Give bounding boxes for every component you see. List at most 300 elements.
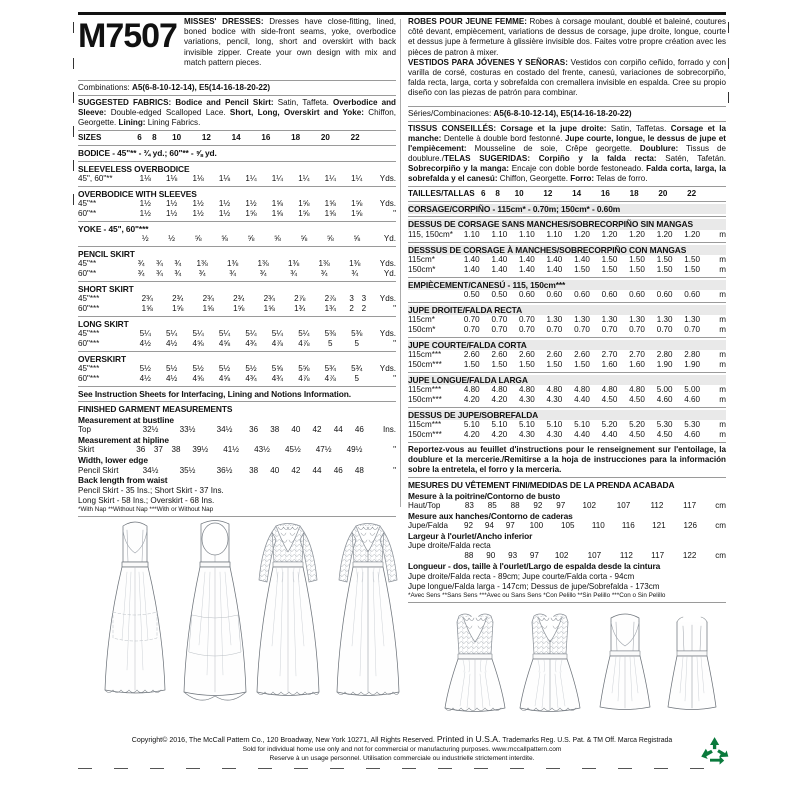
row-value: ¾ — [156, 269, 163, 279]
yardage-row — [78, 329, 396, 339]
fab-es-4b: Telas de forro. — [594, 174, 648, 184]
row-unit: m — [719, 290, 726, 300]
yardage-table — [78, 174, 396, 184]
printed-in-usa: Printed in U.S.A. — [436, 734, 501, 744]
row-value: 5½ — [218, 364, 231, 374]
fabrics-b1b: Satin, Taffeta. — [273, 98, 333, 108]
measurement-group-heading: Mesure à la poitrine/Contorno de busto — [408, 490, 561, 501]
row-value: 4.80 — [601, 385, 618, 395]
row-value: 4.20 — [463, 430, 480, 440]
row-value: 1.50 — [518, 360, 535, 370]
row-value: 5.00 — [684, 385, 701, 395]
sizes-row-metric — [408, 189, 726, 199]
section-heading: DESSUS DE CORSAGE SANS MANCHES/SOBRECORPIÑO SIN MANGAS — [408, 219, 726, 229]
row-value: 1.50 — [684, 255, 701, 265]
spanish-description — [408, 58, 726, 99]
row-value: 97 — [529, 551, 539, 561]
yardage-row — [408, 360, 726, 370]
row-value: 1.30 — [629, 315, 645, 325]
row-label: 115cm*** — [408, 350, 442, 360]
row-value: 2.80 — [656, 350, 673, 360]
row-label: 60"** — [78, 209, 97, 218]
row-value: 47½ — [315, 445, 332, 455]
row-value: 5 — [354, 339, 359, 349]
row-value: 1½ — [218, 209, 231, 218]
row-value: 122 — [682, 551, 697, 561]
row-label: Top — [78, 425, 92, 435]
row-value: 4.80 — [491, 385, 508, 395]
row-value: 1½ — [192, 209, 204, 218]
see-instructions-metric — [408, 445, 726, 475]
row-unit: " — [393, 209, 396, 218]
row-value: 1.50 — [656, 255, 673, 265]
row-value: 102 — [554, 551, 569, 561]
row-value: ⅝ — [247, 234, 255, 244]
yardage-table — [78, 259, 396, 279]
measurement-table — [408, 551, 726, 561]
row-value: 1.30 — [546, 315, 563, 325]
divider — [408, 372, 726, 373]
row-value: 4½ — [166, 374, 178, 384]
row-value: 1.50 — [629, 255, 645, 265]
row-value: 0.70 — [518, 315, 535, 325]
top-rule — [78, 12, 726, 15]
row-value: 1.40 — [518, 264, 535, 274]
yardage-row — [78, 234, 396, 244]
size-cell: 10 — [172, 133, 182, 143]
yardage-row — [408, 385, 726, 395]
row-value: 4.50 — [601, 395, 618, 405]
back-length-2-metric: Jupe longue/Falda larga - 147cm; Dessus de jupe/Sobrefalda - 173cm — [408, 581, 660, 591]
section-heading: LONG SKIRT — [78, 319, 129, 329]
english-description — [184, 17, 396, 68]
section-heading: JUPE COURTE/FALDA CORTA — [408, 340, 726, 350]
fab-es-1: Corpiño y la falda recta: — [538, 154, 657, 163]
row-value: 117 — [651, 551, 665, 561]
french-description-text: Robes à corsage moulant, doublé et baleiné, coutures côté devant, empiècement, variations de dessus de corsage, jupe droite, longue, courte et dessus jupe à fermeture à glissière invisible dos. Faites votre propre création avec les pièces de patron à mixer. — [408, 17, 727, 57]
row-value: 4⅞ — [324, 374, 336, 384]
yardage-row — [408, 290, 726, 300]
back-length-head-en: Back length from waist — [78, 475, 168, 486]
row-value: 5⅝ — [298, 364, 310, 374]
row-value: 42 — [312, 425, 322, 435]
row-value: 0.60 — [656, 290, 673, 300]
size-cell: 12 — [201, 133, 211, 143]
measurement-table — [78, 425, 396, 435]
bodice-yardage-line: BODICE - 45"** - ¾ yd.; 60"** - ⅝ yd. — [78, 148, 217, 159]
row-label: 60"*** — [78, 374, 100, 384]
divider — [78, 386, 396, 387]
row-value: 1⅝ — [298, 199, 310, 209]
row-value: 2.80 — [684, 350, 701, 360]
fabrics-b3b: Chiffon, Georgette. — [78, 108, 396, 128]
row-label: 115, 150cm* — [408, 229, 453, 239]
row-value: 1⅝ — [245, 209, 257, 218]
row-value: ½ — [168, 234, 176, 244]
row-value: 1⅝ — [263, 304, 275, 314]
row-value: 0.70 — [463, 325, 480, 335]
row-value: 0.60 — [546, 290, 563, 300]
row-unit: Yd. — [383, 269, 396, 279]
row-value: 4⅝ — [218, 339, 231, 349]
row-value: 5¼ — [166, 329, 178, 339]
row-value: 112 — [650, 500, 664, 510]
row-value: 1.50 — [629, 264, 645, 274]
row-value: 3 — [349, 294, 354, 304]
row-value: 0.60 — [518, 290, 535, 300]
divider — [78, 161, 396, 162]
row-value: 43½ — [254, 445, 270, 455]
registration-tick — [73, 160, 74, 171]
row-value: 38 — [249, 465, 259, 475]
footer-line-2[interactable]: Sold for individual home use only and not for commercial or manufacturing purposes. www.mccallpattern.com — [242, 746, 562, 754]
row-value: 1⅜ — [349, 259, 361, 269]
row-value: 0.70 — [546, 325, 563, 335]
yardage-row — [78, 174, 396, 184]
row-value: 4⅝ — [218, 374, 231, 384]
row-value: ⅝ — [221, 234, 228, 244]
row-value: 1¼ — [298, 174, 310, 183]
row-label: 45"*** — [78, 294, 100, 304]
yardage-table — [408, 230, 726, 240]
row-value: 5⅜ — [324, 329, 336, 339]
measurement-table — [78, 445, 396, 455]
yardage-row — [78, 199, 396, 209]
divider — [408, 186, 726, 187]
row-value: 1¾ — [324, 304, 336, 314]
row-value: 112 — [619, 551, 633, 561]
registration-tick — [73, 92, 74, 103]
row-label: Skirt — [78, 445, 95, 455]
row-unit: m — [719, 350, 726, 360]
row-value: 5¼ — [192, 329, 204, 339]
row-value: 105 — [560, 521, 575, 531]
metric-yardage-sections — [408, 219, 726, 442]
row-value: 2.60 — [463, 350, 480, 360]
row-label: 45"** — [78, 199, 97, 209]
row-value: 88 — [464, 551, 474, 561]
row-value: 1¼ — [324, 174, 336, 183]
row-label: 150cm* — [408, 264, 436, 274]
row-value: 1.40 — [574, 255, 590, 265]
row-value: 1½ — [166, 209, 178, 218]
measurement-subheading: Jupe droite/Falda recta — [408, 541, 491, 551]
row-unit: Yds. — [379, 329, 396, 339]
row-value: 1⅝ — [324, 199, 336, 209]
section-heading: JUPE DROITE/FALDA RECTA — [408, 305, 726, 315]
yardage-row — [408, 395, 726, 405]
yardage-row — [408, 315, 726, 325]
row-value: 4.60 — [684, 395, 701, 405]
row-unit: m — [719, 325, 726, 335]
row-value: 1⅝ — [324, 209, 336, 218]
footer-line-1 — [78, 735, 726, 745]
yardage-row — [78, 269, 396, 279]
row-value: 1.20 — [629, 229, 645, 239]
row-value: 38 — [171, 445, 181, 455]
yardage-table — [408, 290, 726, 300]
trademarks-text: Trademarks Reg. U.S. Pat. & TM Off. Marca Registrada — [502, 737, 673, 744]
fab-fr-1b: Satin, Taffetas. — [606, 123, 671, 133]
row-value: 88 — [510, 500, 520, 510]
size-cell: 6 — [480, 189, 486, 199]
row-value: 1.10 — [518, 229, 535, 239]
yardage-row — [78, 294, 396, 304]
row-value: ⅝ — [300, 234, 308, 244]
row-value: 2.70 — [601, 350, 618, 360]
row-value: 2.60 — [546, 350, 563, 360]
fabrics-b1: Bodice and Pencil Skirt: — [175, 98, 274, 108]
row-value: 1.40 — [463, 264, 480, 274]
row-value: 4.60 — [656, 395, 673, 405]
row-value: 4⅝ — [192, 339, 204, 349]
divider — [78, 246, 396, 247]
row-value: 1.50 — [546, 360, 563, 370]
row-value: 1.40 — [491, 255, 508, 265]
row-label: 150cm*** — [408, 430, 442, 440]
row-unit: m — [719, 264, 726, 274]
suggested-fabrics-metric — [408, 124, 726, 185]
spanish-title: VESTIDOS PARA JÓVENES Y SEÑORAS: — [408, 57, 568, 67]
row-value: 4½ — [166, 339, 178, 349]
row-value: 2¾ — [202, 294, 214, 304]
row-value: 1.50 — [574, 360, 590, 370]
row-value: 1⅝ — [141, 304, 153, 314]
row-value: 5⅜ — [351, 329, 363, 339]
yardage-row — [408, 430, 726, 440]
row-value: 1⅝ — [172, 304, 184, 314]
sizes-label: SIZES — [78, 133, 102, 143]
row-value: ¾ — [259, 269, 267, 279]
row-value: 1½ — [192, 199, 204, 209]
fabrics-head: SUGGESTED FABRICS: — [78, 98, 172, 108]
fab-fr-4b: Tissus de doublure./ — [408, 143, 727, 163]
divider — [78, 516, 396, 517]
row-value: 2 — [349, 304, 354, 314]
row-value: 5¼ — [271, 329, 284, 339]
yardage-row — [78, 374, 396, 384]
row-value: 49½ — [346, 445, 363, 455]
back-length-2-en: Long Skirt - 58 Ins.; Overskirt - 68 Ins. — [78, 495, 215, 505]
row-value: 110 — [591, 521, 605, 531]
row-value: 92 — [533, 500, 543, 510]
fabrics-head-fr: TISSUS CONSEILLÉS: — [408, 123, 497, 133]
divider — [78, 221, 396, 222]
english-column — [78, 17, 396, 519]
row-value: 1¼ — [271, 174, 284, 183]
size-cell: 8 — [152, 133, 157, 143]
size-cell: 22 — [687, 189, 697, 199]
english-yardage-sections — [78, 164, 396, 387]
row-value: 45½ — [284, 445, 301, 455]
row-value: 2.70 — [629, 350, 645, 360]
row-value: 41½ — [223, 445, 240, 455]
pattern-number: M7507 — [78, 17, 177, 55]
row-value: ¾ — [290, 269, 298, 279]
row-value: 5 — [328, 339, 333, 349]
row-value: ½ — [141, 234, 149, 244]
row-value: 37 — [153, 445, 163, 455]
footer — [78, 735, 726, 763]
size-cell: 6 — [137, 133, 142, 143]
row-value: 42 — [291, 465, 301, 475]
combinations-value-metric: A5(6-8-10-12-14), E5(14-16-18-20-22) — [493, 108, 632, 118]
yardage-row — [408, 255, 726, 265]
section-heading: YOKE - 45", 60"*** — [78, 223, 149, 234]
row-value: 126 — [683, 521, 698, 531]
row-unit: Yd. — [383, 234, 396, 244]
row-value: 1.40 — [546, 255, 563, 265]
see-instructions-metric-text: Reportez-vous au feuillet d'instructions pour le renseignement sur l'entoilage, la doublure et la mercerie./Remitirse a la hoja de instrucciones para la información sobre la entretela, el forro y la merceria. — [408, 444, 726, 475]
size-cell: 20 — [320, 133, 330, 143]
row-value: 2⅞ — [294, 294, 306, 304]
row-value: 1¾ — [294, 304, 306, 314]
row-value: 4.20 — [463, 395, 480, 405]
row-value: ¾ — [174, 259, 182, 269]
row-value: 1.50 — [656, 264, 673, 274]
row-value: 5½ — [192, 364, 204, 374]
row-value: 94 — [484, 521, 494, 531]
row-value: 1⅝ — [271, 199, 284, 209]
row-value: 1.60 — [601, 360, 618, 370]
row-value: 1.30 — [656, 315, 673, 325]
row-unit: " — [393, 374, 396, 384]
divider — [78, 401, 396, 402]
row-value: 83 — [464, 500, 474, 510]
row-value: 4⅞ — [298, 374, 310, 384]
row-label: 115cm* — [408, 315, 435, 325]
fab-es-4: Forro: — [570, 174, 595, 184]
row-unit: Yds. — [379, 364, 396, 374]
row-value: 1⅜ — [318, 259, 330, 269]
row-value: 97 — [556, 500, 566, 510]
divider — [78, 145, 396, 146]
row-value: 107 — [616, 500, 631, 510]
row-unit: Yds. — [379, 259, 396, 269]
spanish-description-text: Vestidos con corpiño ceñido, forrado y con varilla de corsé, costuras en costado del frente, canesú, variaciones de sobrecorpiño, falda recta, larga, corta y sobrefalda con cremallera invisible en espalda. Cree su propio diseño con las piezas de patrón para combinar. — [408, 57, 726, 98]
size-cell: 18 — [291, 133, 301, 143]
row-value: 1.20 — [574, 229, 590, 239]
divider — [408, 201, 726, 202]
row-value: 38 — [270, 425, 280, 435]
row-value: 1⅝ — [351, 199, 363, 209]
row-label: 60"*** — [78, 339, 100, 349]
row-value: 1⅜ — [288, 259, 300, 269]
row-value: 107 — [587, 551, 602, 561]
registration-tick — [728, 92, 729, 103]
row-value: 1.30 — [601, 315, 618, 325]
row-value: 1.50 — [491, 360, 508, 370]
back-length-1-en: Pencil Skirt - 35 Ins.; Short Skirt - 37 Ins. — [78, 485, 224, 495]
size-cell: 14 — [231, 133, 241, 143]
row-value: 5.10 — [463, 420, 480, 430]
yardage-row — [78, 259, 396, 269]
divider — [78, 281, 396, 282]
row-value: 5¾ — [324, 364, 336, 374]
section-heading: DESSUS DE JUPE/SOBREFALDA — [408, 410, 726, 420]
row-value: 4.50 — [656, 430, 673, 440]
registration-tick — [73, 58, 74, 69]
row-value: 1⅝ — [351, 209, 363, 218]
row-value: 5.10 — [574, 420, 590, 430]
row-value: ¾ — [351, 269, 359, 279]
row-value: 92 — [463, 521, 473, 531]
row-value: 5.10 — [518, 420, 535, 430]
yardage-row — [408, 551, 726, 561]
size-cell: 20 — [658, 189, 668, 199]
row-value: 1.50 — [601, 255, 618, 265]
bottom-dashed-rule — [78, 768, 726, 769]
row-value: ¾ — [174, 269, 182, 279]
row-label: 60"*** — [78, 304, 100, 314]
suggested-fabrics — [78, 98, 396, 128]
row-unit: cm — [715, 500, 726, 510]
measurement-group-heading: Mesure aux hanches/Contorno de caderas — [408, 510, 573, 521]
divider — [408, 302, 726, 303]
section-heading: PENCIL SKIRT — [78, 249, 135, 259]
row-value: 46 — [354, 425, 364, 435]
row-value: 2¾ — [141, 294, 153, 304]
combinations-label-metric: Séries/Combinaciones: — [408, 108, 492, 118]
fabrics-b2: Overbodice and Sleeve: — [78, 98, 397, 118]
row-value: ⅝ — [326, 234, 334, 244]
section-heading: SLEEVELESS OVERBODICE — [78, 163, 190, 174]
row-unit: " — [393, 465, 396, 475]
row-value: 1.50 — [601, 264, 618, 274]
registration-tick — [73, 126, 74, 137]
measurement-table — [408, 521, 726, 531]
row-value: 4.20 — [491, 430, 508, 440]
row-value: 39½ — [192, 445, 209, 455]
measurement-group-heading: Width, lower edge — [78, 455, 148, 466]
row-value: ¾ — [198, 269, 206, 279]
row-value: 1.50 — [463, 360, 480, 370]
row-value: 0.70 — [601, 325, 618, 335]
row-label: 45"** — [78, 259, 97, 269]
row-value: 4.50 — [629, 395, 645, 405]
fab-es-1b: Satén, Tafetán. — [656, 154, 726, 163]
row-value: 5 — [354, 374, 359, 384]
yardage-table — [78, 364, 396, 384]
french-description — [408, 17, 726, 58]
measurement-group-heading: Measurement at bustline — [78, 414, 174, 425]
row-value: 32½ — [142, 425, 159, 435]
row-unit: m — [719, 385, 726, 395]
row-value: 5⅝ — [271, 364, 284, 374]
row-value: 1⅝ — [202, 304, 214, 314]
row-value: 1.30 — [684, 315, 701, 325]
row-value: 1.20 — [601, 229, 618, 239]
row-value: ¾ — [156, 259, 163, 269]
yardage-table — [78, 234, 396, 244]
yardage-row — [408, 420, 726, 430]
row-unit: m — [719, 395, 726, 405]
row-value: ⅝ — [194, 234, 202, 244]
row-value: 4⅝ — [192, 374, 204, 384]
row-value: 2.60 — [574, 350, 590, 360]
row-label — [408, 551, 458, 561]
row-label: 60"** — [78, 269, 97, 279]
nap-note-metric: *Avec Sens **Sans Sens ***Avec ou Sans Sens *Con Pelillo **Sin Pelillo ***Con o Sin Pelillo — [408, 591, 666, 599]
english-description-text: Dresses have close-fitting, lined, boned bodice with side-front seams, yoke, overbodice variations, pencil, long, short and overskirt with back invisible zipper. Create your own design with mix and match pattern pieces. — [183, 17, 397, 67]
metric-finished-groups — [408, 491, 726, 562]
row-value: 1.40 — [518, 255, 535, 265]
row-value: 1.50 — [684, 264, 701, 274]
yardage-row — [408, 350, 726, 360]
size-cell: 12 — [543, 189, 553, 199]
row-value: 1.90 — [656, 360, 673, 370]
row-value: 5.10 — [546, 420, 563, 430]
